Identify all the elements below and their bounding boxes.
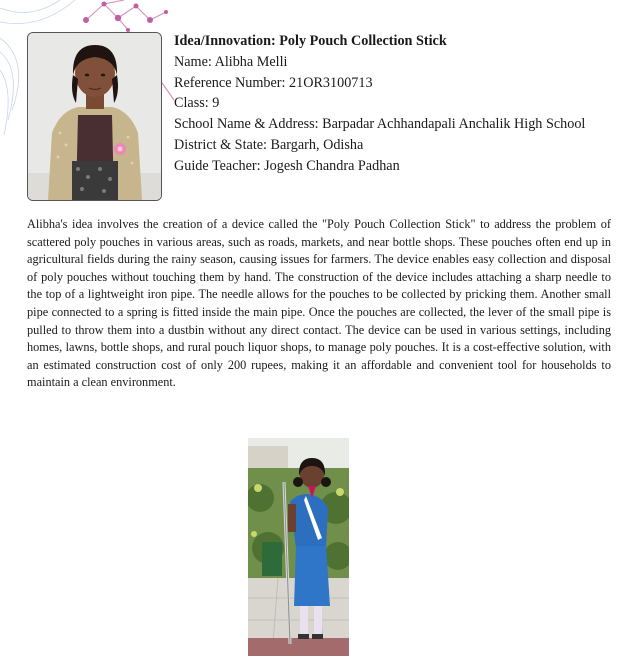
district-state: District & State: Bargarh, Odisha (174, 136, 364, 153)
idea-title: Idea/Innovation: Poly Pouch Collection Stick (174, 33, 447, 49)
idea-description: Alibha's idea involves the creation of a device called the "Poly Pouch Collection Stick" to address the problem of scattered poly pouches in various areas, such as roads, markets, and near bottle shops. These pouches often end up in agricultural fields during the rainy season, causing issues for farmers. The device enables easy collection and disposal of poly pouches without touching them by hand. The construction of the device includes attaching a sharp needle to the top of a lightweight iron pipe. The needle allows for the pouches to be collected by pricking them. Another small pipe connected to a spring is fitted inside the main pipe. Once the pouches are collected, the lever of the small pipe is pulled to throw them into a dustbin without any direct contact. The device can be used in various settings, including homes, lawns, bottle shops, and rural pouch liquor shops, to manage poly pouches. It is a cost-effective solution, with an estimated construction cost of only 200 rupees, making it an affordable and convenient tool for households to maintain a clean environment. (27, 217, 611, 390)
class: Class: 9 (174, 95, 220, 112)
profile-details (174, 31, 624, 177)
guide-teacher: Guide Teacher: Jogesh Chandra Padhan (174, 157, 400, 174)
reference-number: Reference Number: 21OR3100713 (174, 74, 373, 91)
student-name: Name: Alibha Melli (174, 53, 288, 70)
student-portrait (27, 32, 162, 201)
school-name-address: School Name & Address: Barpadar Achhandapali Anchalik High School (174, 116, 586, 133)
device-demo-photo (248, 438, 349, 656)
